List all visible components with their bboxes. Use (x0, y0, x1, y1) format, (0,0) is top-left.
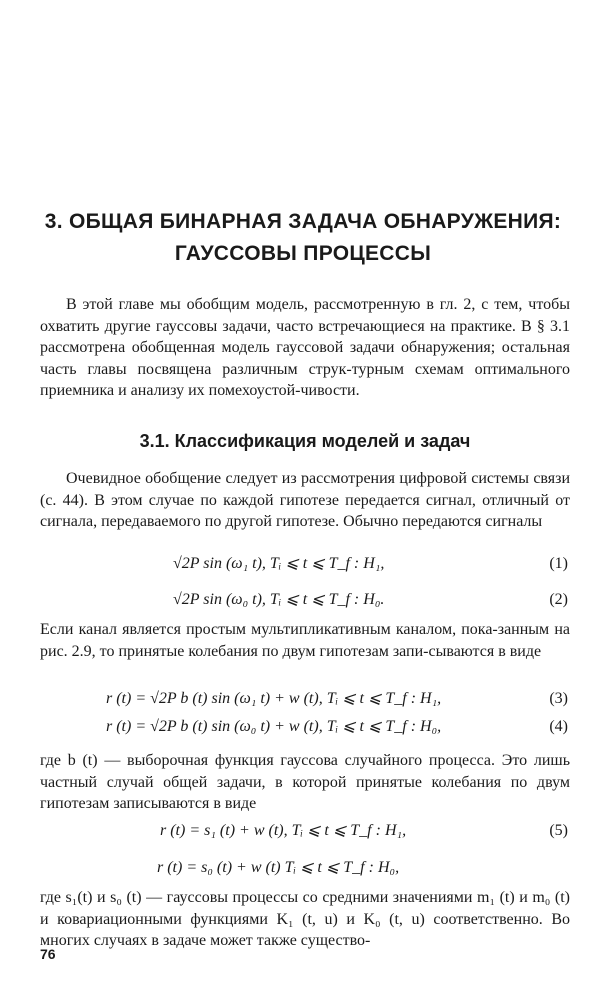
paragraph-1: Очевидное обобщение следует из рассмотрения цифровой системы связи (с. 44). В этом случае по каждой гипотезе передается сигнал, отличный от сигнала, передаваемого по другой гипотезе. Обычно передаются сигналы (40, 470, 570, 530)
equation-1-formula: √2P sin (ω₁ t), Tᵢ ⩽ t ⩽ T_f : H₁, (173, 555, 385, 572)
equation-5-formula: r (t) = s₁ (t) + w (t), Tᵢ ⩽ t ⩽ T_f : H₁, (160, 822, 407, 839)
equation-4-formula: r (t) = √2P b (t) sin (ω₀ t) + w (t), Tᵢ ⩽ t ⩽ T_f : H₀, (106, 718, 442, 735)
equation-4 (40, 715, 570, 739)
equation-2 (40, 588, 570, 612)
equation-5-number: (5) (549, 822, 568, 839)
paragraph-2: Если канал является простым мультипликативным каналом, пока-занным на рис. 2.9, то принятые колебания по двум гипотезам запи-сываются в виде (40, 621, 570, 660)
equation-3-formula: r (t) = √2P b (t) sin (ω₁ t) + w (t), Tᵢ ⩽ t ⩽ T_f : H₁, (106, 690, 442, 707)
equation-1-number: (1) (549, 555, 568, 572)
chapter-title-line-1: 3. ОБЩАЯ БИНАРНАЯ ЗАДАЧА ОБНАРУЖЕНИЯ: (44, 210, 562, 233)
equation-3 (40, 687, 570, 711)
equation-2-formula: √2P sin (ω₀ t), Tᵢ ⩽ t ⩽ T_f : H₀. (173, 591, 385, 608)
equation-2-number: (2) (549, 591, 568, 608)
equation-3-number: (3) (549, 690, 568, 707)
intro-paragraph: В этой главе мы обобщим модель, рассмотренную в гл. 2, с тем, чтобы охватить другие гауссовы задачи, часто встречающиеся на практике. В § 3.1 рассмотрена обобщенная модель гауссовой задачи обнаружения; остальная часть главы посвящена различным струк-турным схемам оптимального приемника и анализу их помехоустой-чивости. (40, 296, 570, 399)
section-title: 3.1. Классификация моделей и задач (139, 431, 471, 451)
equation-4-number: (4) (549, 718, 568, 735)
equation-6-formula: r (t) = s₀ (t) + w (t) Tᵢ ⩽ t ⩽ T_f : H₀, (157, 859, 400, 876)
paragraph-4: где s₁(t) и s₀ (t) — гауссовы процессы со средними значениями m₁ (t) и m₀ (t) и ковариационными функциями K₁ (t, u) и K₀ (t, u) соответственно. Во многих случаях в задаче может также существо- (40, 889, 570, 949)
page-number: 76 (40, 946, 56, 962)
paragraph-3: где b (t) — выборочная функция гауссова случайного процесса. Это лишь частный случай общей задачи, в которой принятые колебания по двум гипотезам записываются в виде (40, 752, 570, 812)
equation-1 (40, 552, 570, 576)
chapter-title (40, 206, 566, 270)
equation-6 (40, 856, 570, 880)
chapter-title-line-2: ГАУССОВЫ ПРОЦЕССЫ (174, 242, 432, 265)
equation-5 (40, 819, 570, 843)
